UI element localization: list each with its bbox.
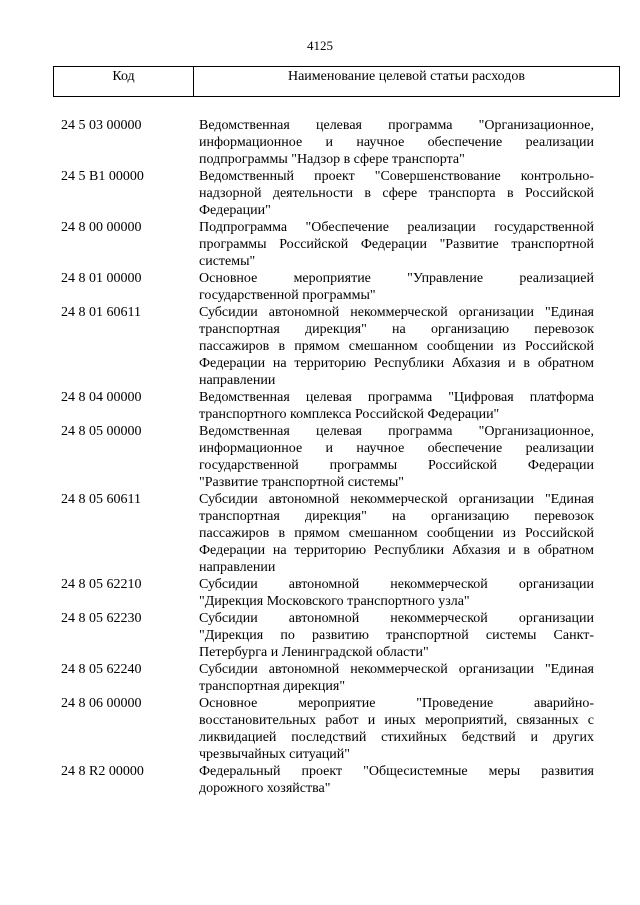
row-name [199, 423, 594, 491]
row-code: 24 5 В1 00000 [61, 169, 144, 184]
row-name-line: Ведомственная целевая программа "Цифровая платформа [199, 390, 594, 405]
table-row [61, 576, 594, 610]
row-name-line: чрезвычайных ситуаций" [199, 747, 350, 762]
row-name-line: ликвидацией последствий стихийных бедствий и других [199, 730, 594, 745]
table-row [61, 661, 594, 695]
row-name-line: Ведомственный проект "Совершенствование контрольно- [199, 169, 594, 184]
table-row [61, 423, 594, 491]
table-row [61, 270, 594, 304]
row-name [199, 117, 594, 168]
row-name-line: Субсидии автономной некоммерческой организации "Единая [199, 662, 594, 677]
row-name-line: надзорной деятельности в сфере транспорта в Российской [199, 186, 594, 201]
row-code: 24 8 05 62240 [61, 662, 142, 677]
row-name-line: государственной программы Российской Федерации [199, 458, 594, 473]
row-name [199, 219, 594, 270]
row-name [199, 763, 594, 797]
row-name-line: Федеральный проект "Общесистемные меры развития [199, 764, 594, 779]
header-code: Код [54, 67, 194, 96]
row-name-line: Субсидии автономной некоммерческой организации [199, 577, 594, 592]
row-name-line: направлении [199, 373, 276, 388]
row-code: 24 8 00 00000 [61, 220, 142, 235]
row-code: 24 8 05 62210 [61, 577, 142, 592]
row-name-line: транспортная дирекция" на организацию перевозок [199, 509, 594, 524]
row-name [199, 389, 594, 423]
table-row [61, 117, 594, 168]
row-name [199, 695, 594, 763]
row-name-line: Ведомственная целевая программа "Организационное, [199, 118, 594, 133]
row-name-line: Федерации" [199, 203, 271, 218]
row-code: 24 8 R2 00000 [61, 764, 144, 779]
row-name-line: Федерации на территорию Республики Абхазия и в обратном [199, 543, 594, 558]
row-code: 24 8 05 60611 [61, 492, 141, 507]
page-number: 4125 [307, 38, 333, 53]
row-name-line: системы" [199, 254, 256, 269]
row-name-line: пассажиров в прямом смешанном сообщении из Российской [199, 339, 594, 354]
row-code: 24 8 06 00000 [61, 696, 142, 711]
row-name-line: государственной программы" [199, 288, 376, 303]
row-code: 24 8 05 62230 [61, 611, 142, 626]
row-name-line: транспортная дирекция" [199, 679, 346, 694]
header-name: Наименование целевой статьи расходов [287, 69, 526, 84]
table-row [61, 610, 594, 661]
table-header [53, 66, 620, 97]
row-name-line: транспортного комплекса Российской Федерации" [199, 407, 500, 422]
table-row [61, 695, 594, 763]
row-name-line: транспортная дирекция" на организацию перевозок [199, 322, 594, 337]
row-name-line: информационное и научное обеспечение реализации [199, 441, 594, 456]
row-name-line: направлении [199, 560, 276, 575]
row-name-line: дорожного хозяйства" [199, 781, 331, 796]
row-name-line: Субсидии автономной некоммерческой организации "Единая [199, 305, 594, 320]
table-row [61, 389, 594, 423]
table-row [61, 763, 594, 797]
row-name [199, 491, 594, 576]
table-body [61, 117, 594, 797]
row-name [199, 168, 594, 219]
table-row [61, 168, 594, 219]
row-name-line: Субсидии автономной некоммерческой организации [199, 611, 594, 626]
row-code: 24 8 01 60611 [61, 305, 141, 320]
row-name [199, 661, 594, 695]
row-name [199, 270, 594, 304]
row-name-line: Петербурга и Ленинградской области" [199, 645, 429, 660]
row-name [199, 304, 594, 389]
row-name-line: Основное мероприятие "Управление реализацией [199, 271, 594, 286]
row-name [199, 610, 594, 661]
row-code: 24 8 05 00000 [61, 424, 142, 439]
row-code: 24 5 03 00000 [61, 118, 142, 133]
table-row [61, 491, 594, 576]
row-name-line: информационное и научное обеспечение реализации [199, 135, 594, 150]
row-name-line: "Дирекция Московского транспортного узла" [199, 594, 470, 609]
table-row [61, 304, 594, 389]
row-name-line: Основное мероприятие "Проведение аварийно- [199, 696, 594, 711]
row-name-line: Ведомственная целевая программа "Организационное, [199, 424, 594, 439]
row-name-line: Подпрограмма "Обеспечение реализации государственной [199, 220, 594, 235]
row-name-line: Субсидии автономной некоммерческой организации "Единая [199, 492, 594, 507]
row-name [199, 576, 594, 610]
row-name-line: подпрограммы "Надзор в сфере транспорта" [199, 152, 465, 167]
row-name-line: программы Российской Федерации "Развитие транспортной [199, 237, 594, 252]
row-name-line: "Дирекция по развитию транспортной системы Санкт- [199, 628, 594, 643]
table-row [61, 219, 594, 270]
row-name-line: пассажиров в прямом смешанном сообщении из Российской [199, 526, 594, 541]
row-name-line: Федерации на территорию Республики Абхазия и в обратном [199, 356, 594, 371]
row-name-line: восстановительных работ и иных мероприятий, связанных с [199, 713, 594, 728]
row-code: 24 8 04 00000 [61, 390, 142, 405]
row-name-line: "Развитие транспортной системы" [199, 475, 405, 490]
row-code: 24 8 01 00000 [61, 271, 142, 286]
